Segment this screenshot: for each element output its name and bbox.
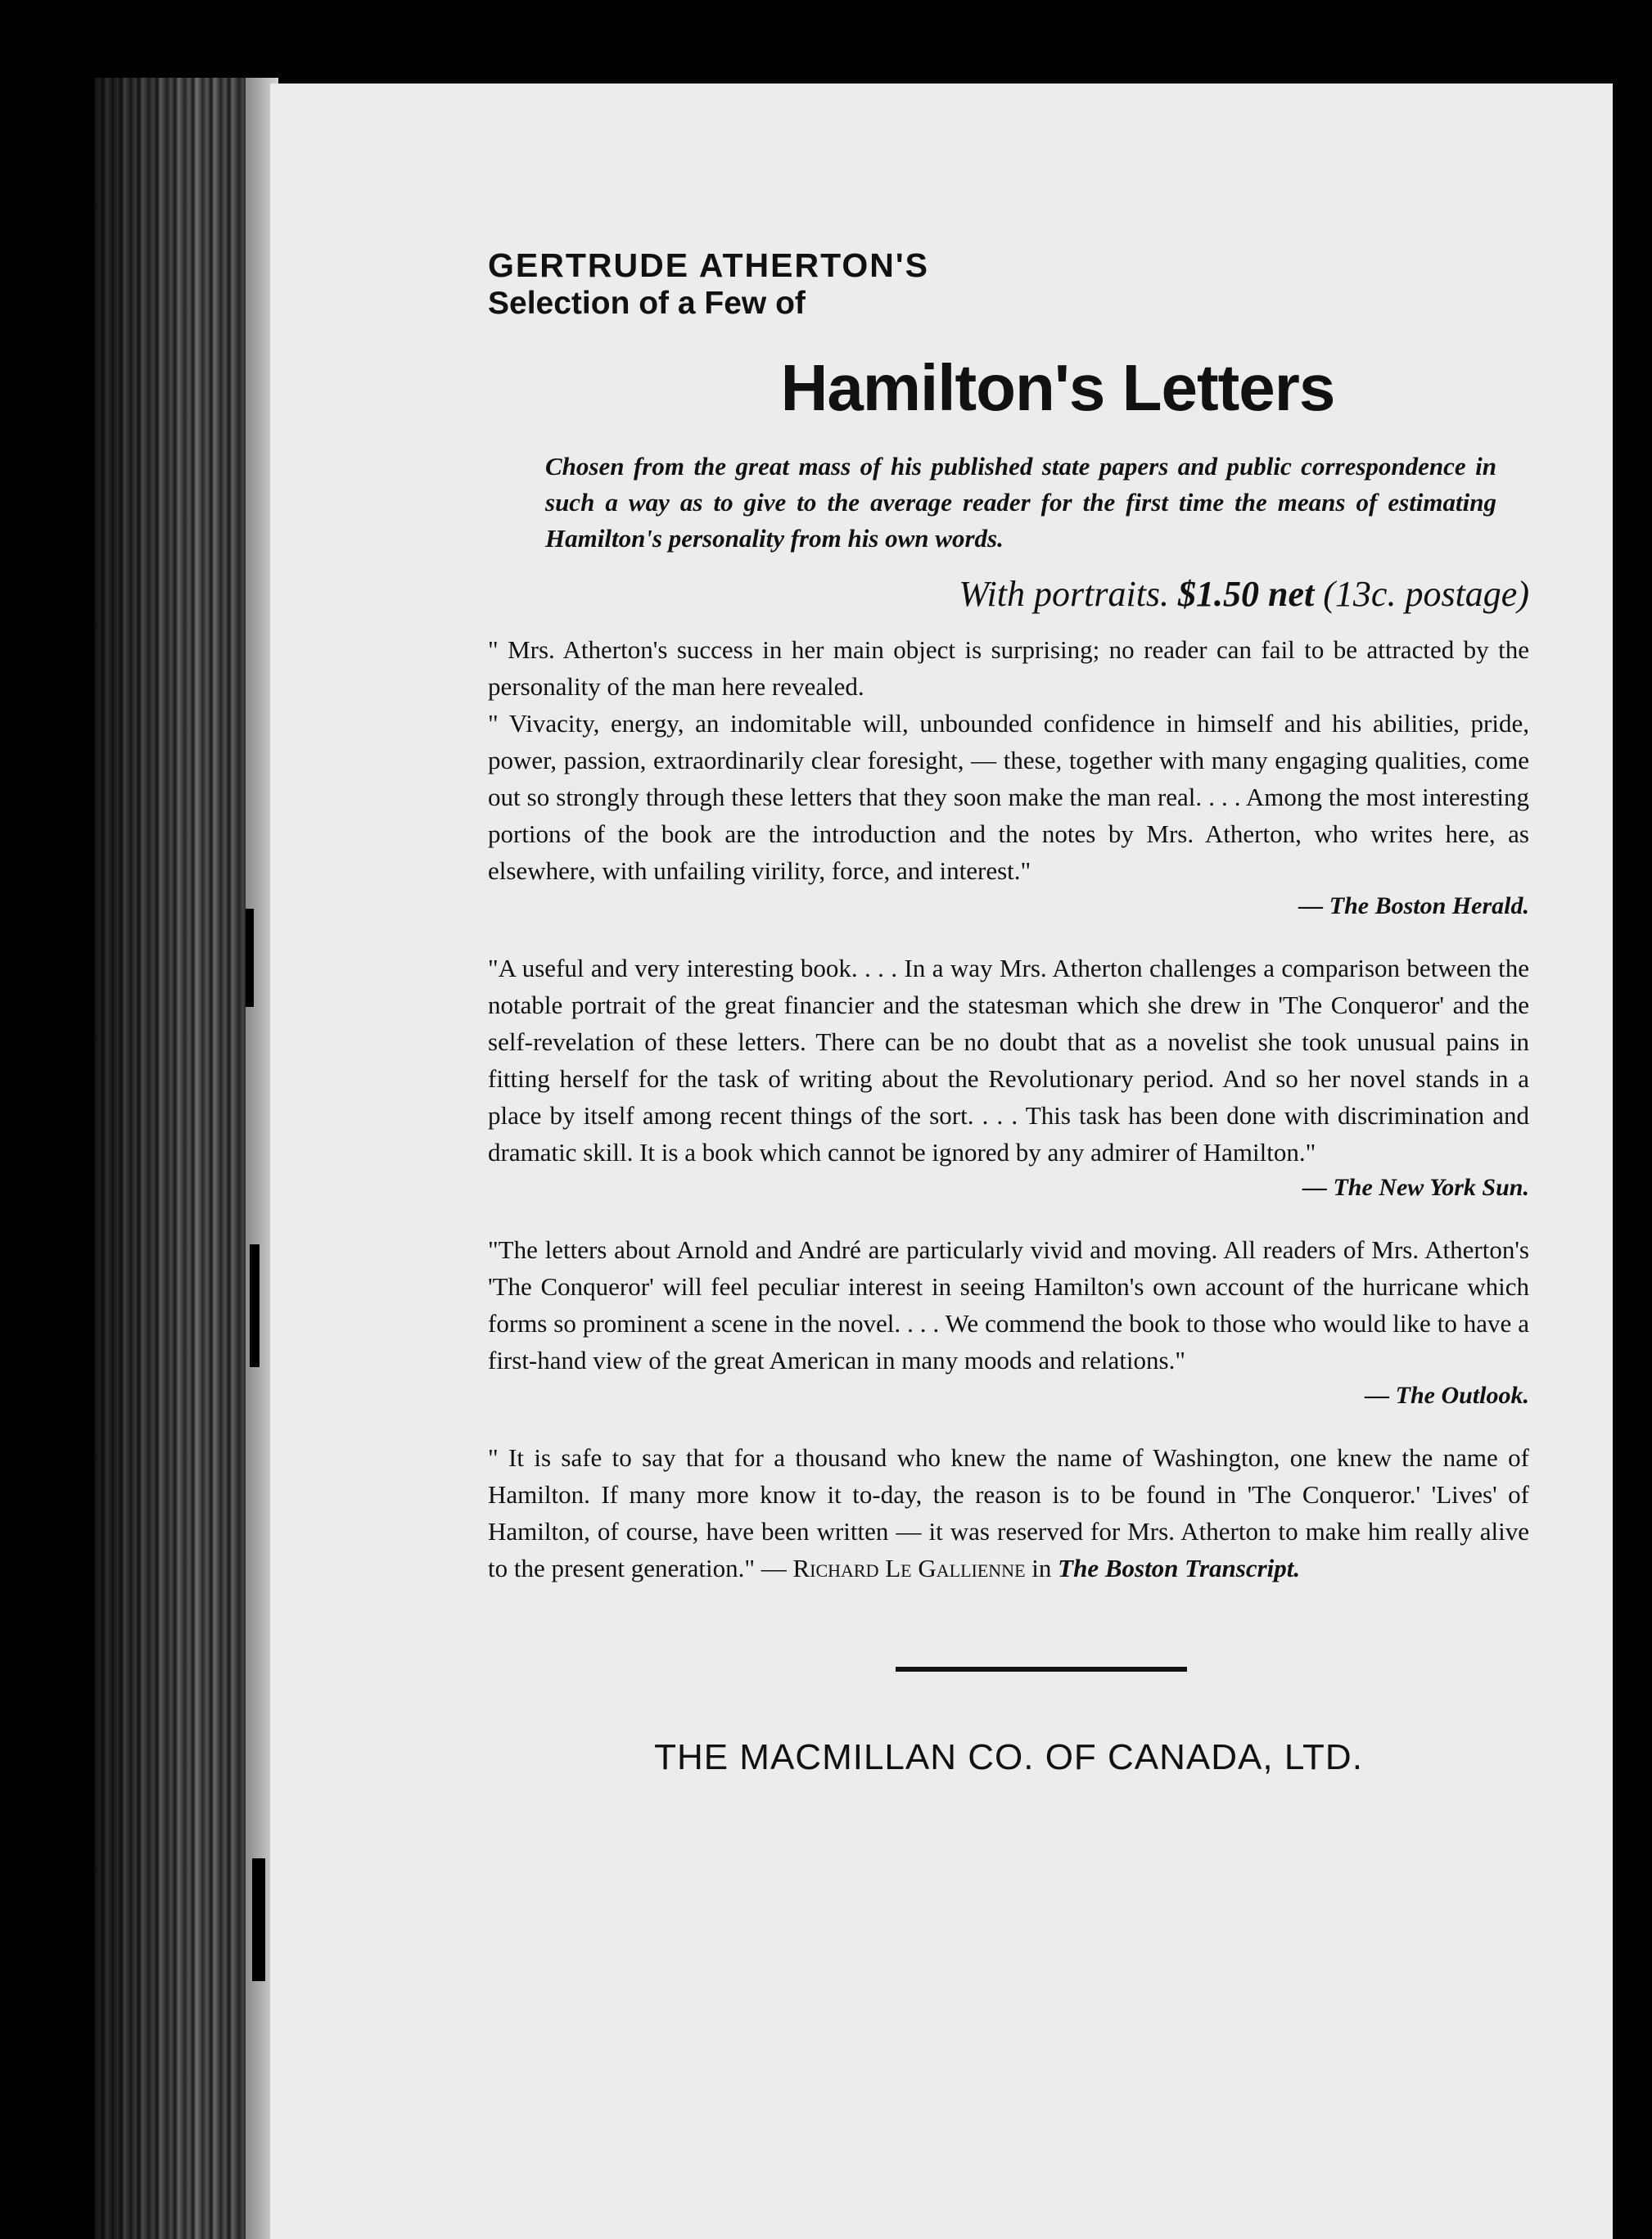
in-word: in (1031, 1554, 1052, 1582)
review-boston-transcript (488, 1439, 1529, 1587)
review-outlook (488, 1231, 1529, 1413)
publisher-imprint: THE MACMILLAN CO. OF CANADA, LTD. (654, 1737, 1363, 1777)
portraits-note: With portraits. (959, 574, 1170, 614)
review-text: " It is safe to say that for a thousand who knew the name of Washington, one knew the name of Hamilton. If many more know it to-day, the reason is to be found in 'The Conqueror.' 'Lives' of Hamilton, of course, have been written — it was reserved for Mrs. Atherton to make him really alive to the present generation." — (488, 1443, 1529, 1582)
price-line (488, 573, 1529, 615)
review-text: "A useful and very interesting book. . . . In a way Mrs. Atherton challenges a comparison between the notable portrait of the great financier and the statesman which she drew in 'The Conqueror' and the self-revelation of these letters. There can be no doubt that as a novelist she took unusual pains in fitting herself for the task of writing about the Revolutionary period. And so her novel stands in a place by itself among recent things of the sort. . . . This task has been done with discrimination and dramatic skill. It is a book which cannot be ignored by any admirer of Hamilton." (488, 954, 1529, 1167)
advertisement (488, 246, 1529, 1778)
review-source: — The Outlook. (1365, 1382, 1529, 1409)
review-source: — The Boston Herald. (1298, 892, 1529, 919)
review-new-york-sun (488, 950, 1529, 1205)
book-title: Hamilton's Letters (780, 351, 1335, 424)
spine-shadow (94, 78, 270, 2239)
review-text: "The letters about Arnold and André are particularly vivid and moving. All readers of Mrs. Atherton's 'The Conqueror' will feel peculiar interest in seeing Hamilton's own account of the hurricane which forms so prominent a scene in the novel. . . . We commend the book to those who would like to have a first-hand view of the great American in many moods and relations." (488, 1235, 1529, 1375)
author-heading: GERTRUDE ATHERTON'S (488, 246, 930, 284)
binding-mark (250, 1244, 260, 1367)
book-description: Chosen from the great mass of his published state papers and public correspondence in such a way as to give to the average reader for the first time the means of estimating Hamilton's personality from his own words. (545, 452, 1496, 553)
review-source: — The New York Sun. (1302, 1174, 1529, 1201)
critic-name: Richard Le Gallienne (792, 1554, 1026, 1582)
price-amount: $1.50 net (1178, 574, 1315, 614)
publication-name: The Boston Transcript. (1058, 1554, 1301, 1582)
binding-mark (246, 909, 254, 1007)
selection-heading: Selection of a Few of (488, 286, 806, 321)
review-boston-herald (488, 631, 1529, 923)
binding-mark (252, 1858, 265, 1981)
divider-rule (896, 1667, 1187, 1672)
review-text: " Mrs. Atherton's success in her main object is surprising; no reader can fail to be attracted by the personality of the man here revealed. " Vivacity, energy, an indomitable will, unbounded confidence in himself and his abilities, pride, power, passion, extraordinarily clear foresight, — these, together with many engaging qualities, come out so strongly through these letters that they soon make the man real. . . . Among the most interesting portions of the book are the introduction and the notes by Mrs. Atherton, who writes here, as elsewhere, with unfailing virility, force, and interest." (488, 635, 1529, 885)
postage-note: (13c. postage) (1323, 574, 1529, 614)
